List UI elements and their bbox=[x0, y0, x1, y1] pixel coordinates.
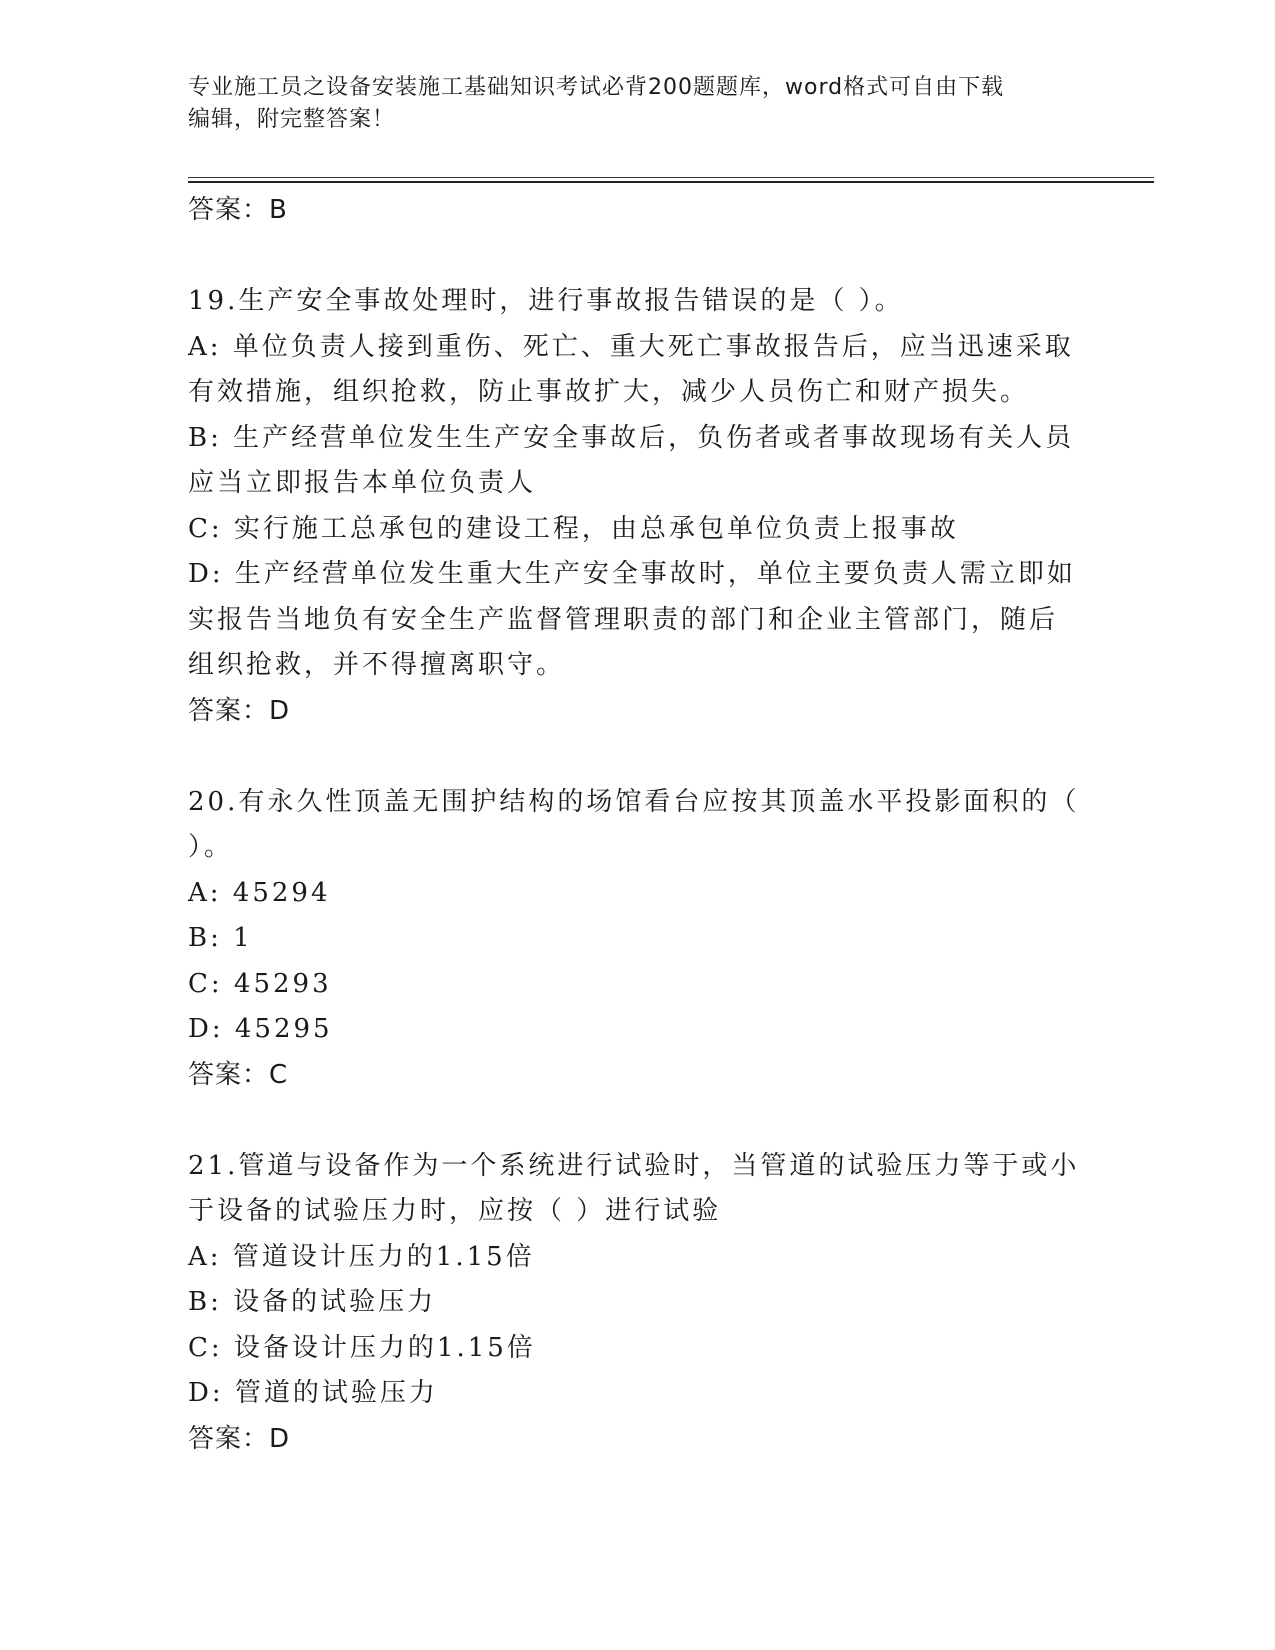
question-19 bbox=[188, 279, 1088, 734]
option-a: A: 管道设计压力的1.15倍 bbox=[188, 1241, 535, 1272]
question-content bbox=[188, 188, 1088, 1462]
answer: 答案：D bbox=[188, 695, 291, 726]
option-d-line-3: 组织抢救，并不得擅离职守。 bbox=[188, 650, 566, 680]
answer: 答案：D bbox=[188, 1423, 291, 1454]
option-c: C: 设备设计压力的1.15倍 bbox=[188, 1332, 536, 1363]
question-21 bbox=[188, 1144, 1088, 1463]
header-rule-thick bbox=[188, 181, 1154, 183]
option-b: B: 设备的试验压力 bbox=[188, 1287, 437, 1317]
option-d-line-2: 实报告当地负有安全生产监督管理职责的部门和企业主管部门，随后 bbox=[188, 604, 1059, 635]
spacer bbox=[188, 734, 1088, 780]
question-stem-line-2: 于设备的试验压力时，应按（ ）进行试验 bbox=[188, 1196, 722, 1226]
header-rule-thin bbox=[188, 177, 1154, 178]
option-a-line-1: A: 单位负责人接到重伤、死亡、重大死亡事故报告后，应当迅速采取 bbox=[188, 331, 1074, 362]
answer: 答案：C bbox=[188, 1059, 289, 1090]
option-c: C: 实行施工总承包的建设工程，由总承包单位负责上报事故 bbox=[188, 513, 959, 544]
spacer bbox=[188, 1098, 1088, 1144]
question-stem: 19.生产安全事故处理时，进行事故报告错误的是（ ）。 bbox=[188, 286, 904, 316]
question-20 bbox=[188, 780, 1088, 1099]
question-stem-line-2: ）。 bbox=[188, 832, 234, 862]
page-header bbox=[188, 72, 1088, 136]
option-d: D: 45295 bbox=[188, 1014, 333, 1044]
question-stem-line-1: 20.有永久性顶盖无围护结构的场馆看台应按其顶盖水平投影面积的（ bbox=[188, 786, 1080, 817]
question-stem-line-1: 21.管道与设备作为一个系统进行试验时，当管道的试验压力等于或小 bbox=[188, 1150, 1080, 1181]
option-b-line-1: B: 生产经营单位发生生产安全事故后，负伤者或者事故现场有关人员 bbox=[188, 422, 1075, 453]
option-b: B: 1 bbox=[188, 923, 253, 953]
spacer bbox=[188, 234, 1088, 280]
option-b-line-2: 应当立即报告本单位负责人 bbox=[188, 468, 537, 498]
option-d-line-1: D: 生产经营单位发生重大生产安全事故时，单位主要负责人需立即如 bbox=[188, 559, 1076, 589]
option-a: A: 45294 bbox=[188, 877, 331, 908]
option-c: C: 45293 bbox=[188, 968, 332, 999]
previous-answer: 答案：B bbox=[188, 195, 288, 225]
option-a-line-2: 有效措施，组织抢救，防止事故扩大，减少人员伤亡和财产损失。 bbox=[188, 377, 1030, 407]
header-line-1: 专业施工员之设备安装施工基础知识考试必背200题题库，word格式可自由下载 bbox=[188, 75, 1005, 100]
header-line-2: 编辑，附完整答案！ bbox=[188, 107, 396, 132]
option-d: D: 管道的试验压力 bbox=[188, 1378, 438, 1408]
